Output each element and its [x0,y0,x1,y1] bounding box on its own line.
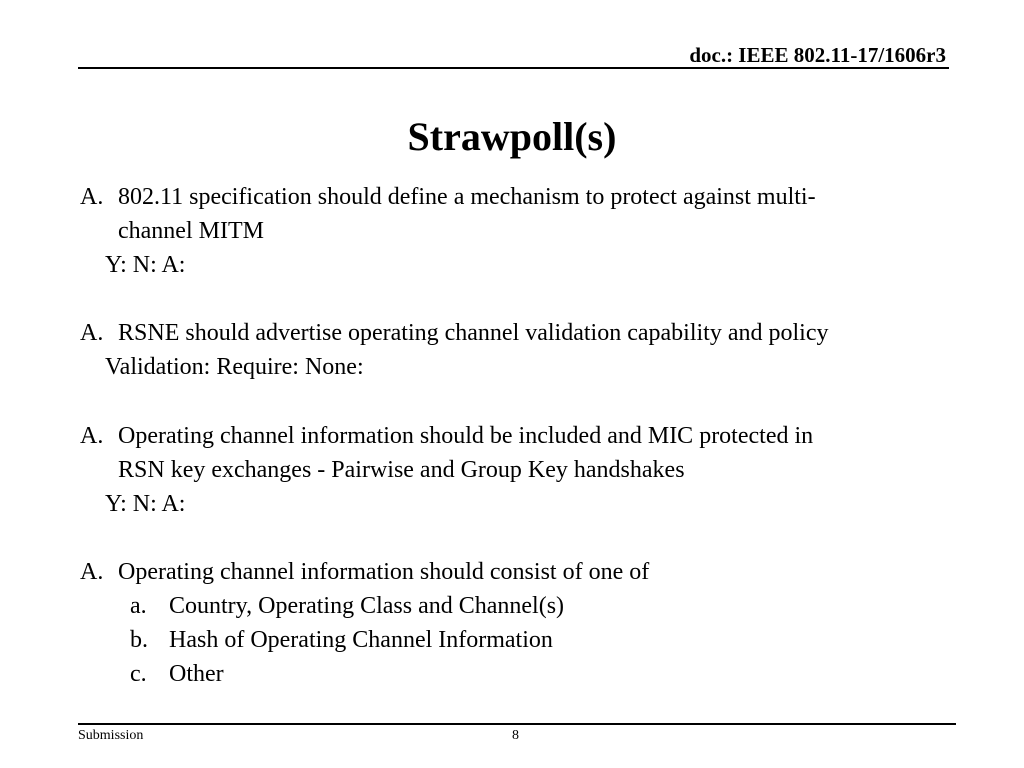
header-rule [78,67,949,69]
footer-rule [78,723,956,725]
poll-2-line-1: RSNE should advertise operating channel validation capability and policy [118,320,829,346]
poll-1-line-1: 802.11 specification should define a mechanism to protect against multi- [118,184,816,210]
page-number: 8 [512,728,519,743]
option-a-text: Country, Operating Class and Channel(s) [169,593,565,619]
slide-title: Strawpoll(s) [407,114,617,159]
poll-4-marker: A. [80,559,104,585]
footer-submission: Submission [78,728,144,743]
option-b-marker: b. [130,627,148,653]
option-a-marker: a. [130,593,147,619]
option-c-text: Other [169,661,224,687]
poll-2-marker: A. [80,320,104,346]
poll-3-marker: A. [80,423,104,449]
option-b-text: Hash of Operating Channel Information [169,627,553,653]
poll-1-line-2: channel MITM [118,218,264,244]
poll-4-line-1: Operating channel information should consist of one of [118,559,650,585]
option-c-marker: c. [130,661,147,687]
poll-3-line-2: RSN key exchanges - Pairwise and Group Key handshakes [118,457,685,483]
poll-3-vote: Y: N: A: [105,491,186,517]
header-doc-id: doc.: IEEE 802.11-17/1606r3 [689,43,946,67]
poll-3-line-1: Operating channel information should be included and MIC protected in [118,423,814,449]
poll-1-vote: Y: N: A: [105,252,186,278]
poll-2-vote: Validation: Require: None: [105,354,364,380]
poll-1-marker: A. [80,184,104,210]
